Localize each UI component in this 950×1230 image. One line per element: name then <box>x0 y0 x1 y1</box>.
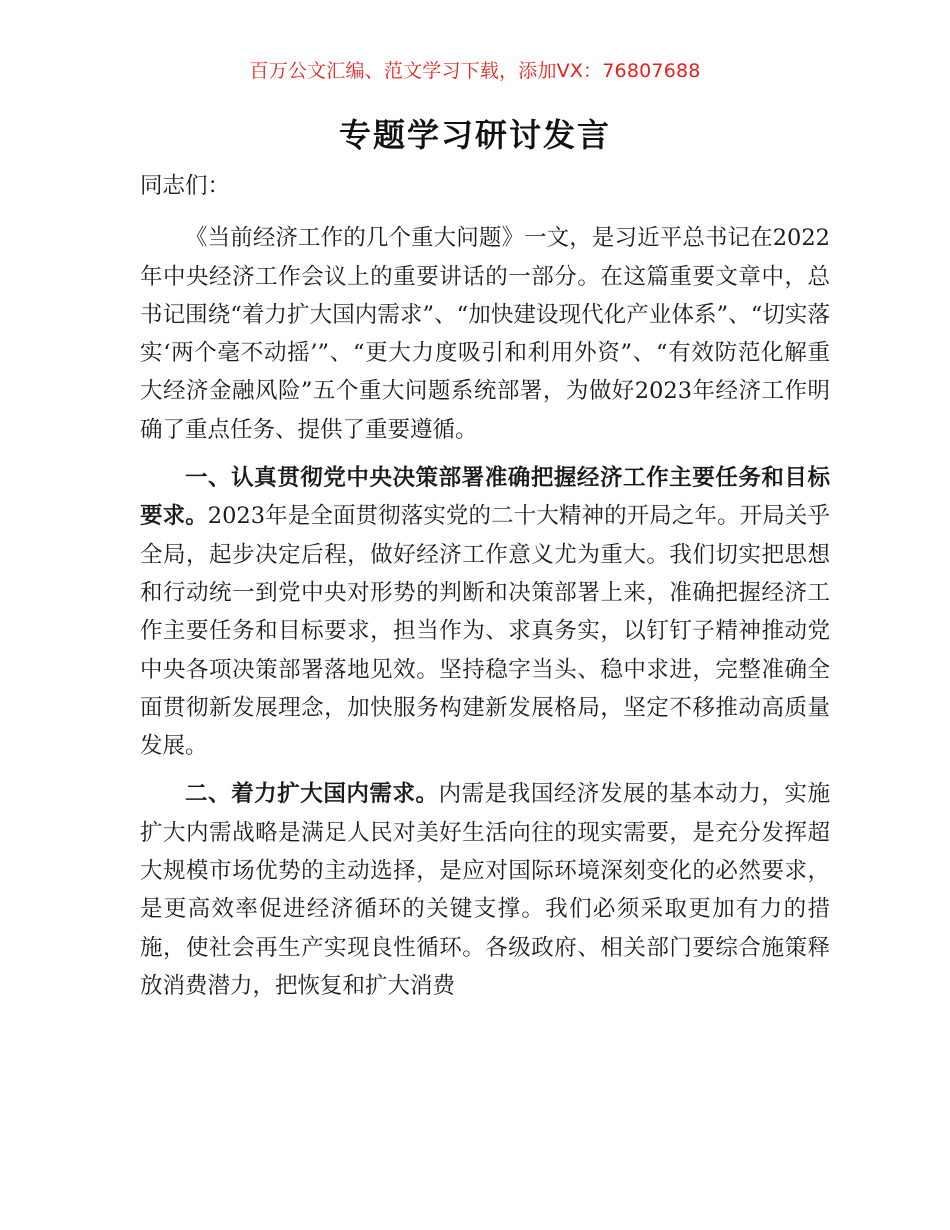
section-paragraph-1 <box>140 459 830 765</box>
header-contact-note: 百万公文汇编、范文学习下载，添加VX：76807688 <box>249 60 701 82</box>
intro-paragraph: 《当前经济工作的几个重大问题》一文，是习近平总书记在2022年中央经济工作会议上的重要讲话的一部分。在这篇重要文章中，总书记围绕“着力扩大国内需求”、“加快建设现代化产业体系”、“切实落实‘两个毫不动摇’”、“更大力度吸引和利用外资”、“有效防范化解重大经济金融风险”五个重大问题系统部署，为做好2023年经济工作明确了重点任务、提供了重要遵循。 <box>140 225 830 443</box>
section-paragraph-2 <box>140 775 830 1005</box>
section-heading-1: 一、认真贯彻党中央决策部署准确把握经济工作主要任务和目标要求。 <box>140 465 830 530</box>
section-text-2: 内需是我国经济发展的基本动力，实施扩大内需战略是满足人民对美好生活向往的现实需要，是充分发挥超大规模市场优势的主动选择，是应对国际环境深刻变化的必然要求，是更高效率促进经济循环的关键支撑。我们必须采取更加有力的措施，使社会再生产实现良性循环。各级政府、相关部门要综合施策释放消费潜力，把恢复和扩大消费 <box>140 781 830 999</box>
section-heading-2: 二、着力扩大国内需求。 <box>185 781 439 808</box>
section-text-1: 2023年是全面贯彻落实党的二十大精神的开局之年。开局关乎全局，起步决定后程，做好经济工作意义尤为重大。我们切实把思想和行动统一到党中央对形势的判断和决策部署上来，准确把握经济工作主要任务和目标要求，担当作为、求真务实，以钉钉子精神推动党中央各项决策部署落地见效。坚持稳字当头、稳中求进，完整准确全面贯彻新发展理念，加快服务构建新发展格局，坚定不移推动高质量发展。 <box>140 503 830 760</box>
page-title: 专题学习研讨发言 <box>338 116 611 154</box>
document-body <box>140 167 830 1015</box>
salutation: 同志们： <box>140 173 231 199</box>
